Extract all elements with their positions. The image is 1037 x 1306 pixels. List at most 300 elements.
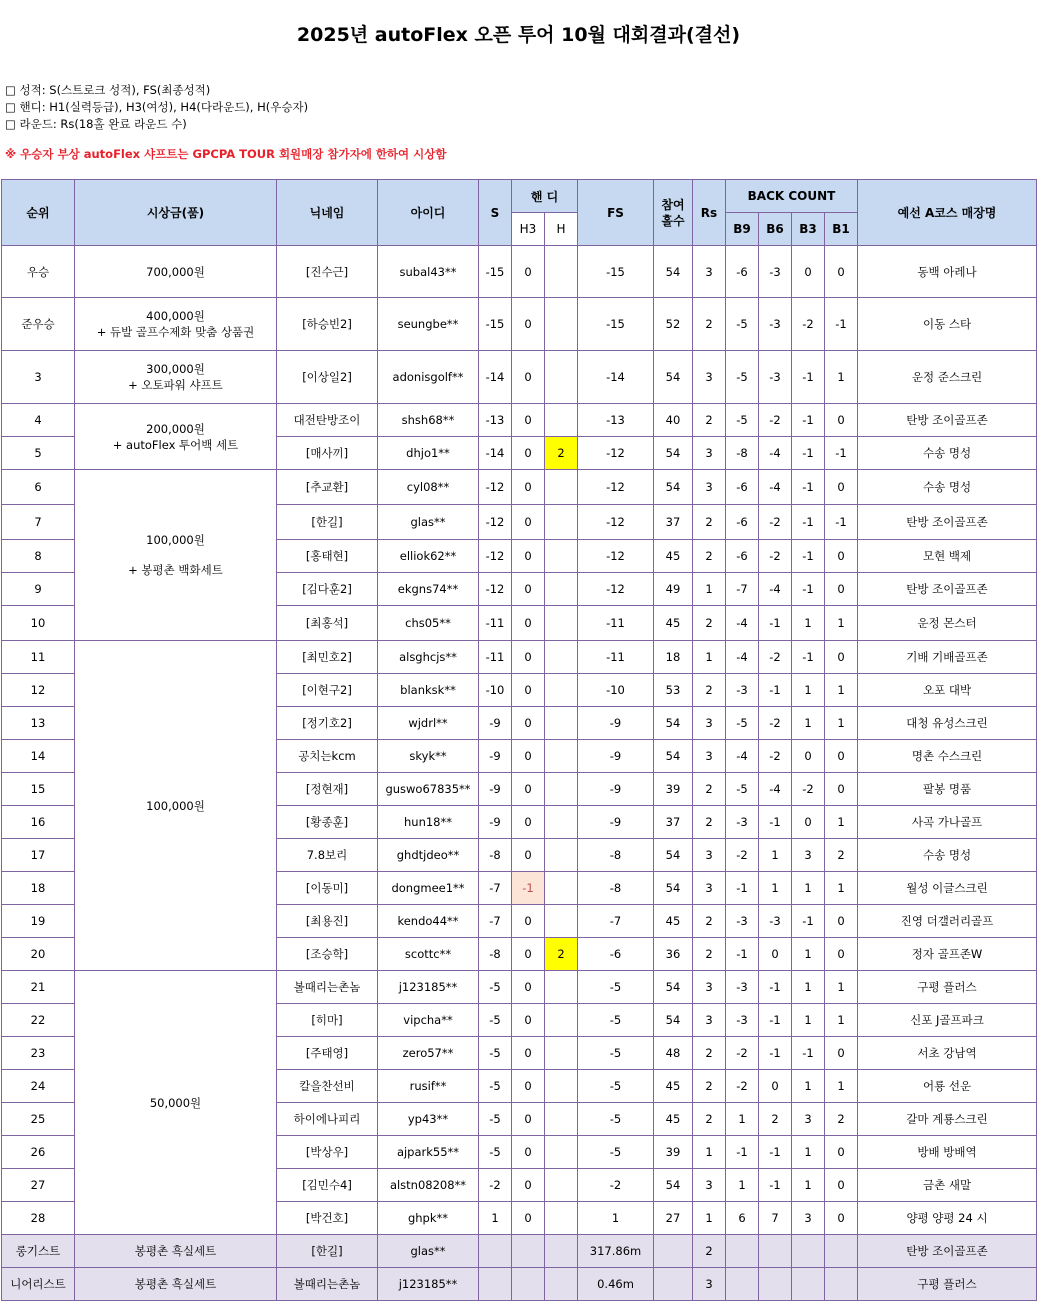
b3-cell: -2 [792,773,825,806]
b1-cell: 1 [825,606,858,641]
prize-text: + autoFlex 투어백 세트 [112,437,239,452]
store-cell: 월성 이글스크린 [858,872,1037,905]
h3-cell: 0 [512,606,545,641]
store-cell: 팔봉 명품 [858,773,1037,806]
rank-cell: 3 [2,351,75,404]
b6-cell: -3 [759,351,792,404]
b9-cell: -4 [726,740,759,773]
fs-cell: -13 [578,404,654,437]
s-cell: -12 [479,470,512,505]
b9-cell: -4 [726,641,759,674]
store-cell: 정자 골프존W [858,938,1037,971]
b1-cell: -1 [825,298,858,351]
b6-cell: -2 [759,641,792,674]
b9-cell: -2 [726,1070,759,1103]
fs-cell: -9 [578,806,654,839]
id-cell: cyl08** [378,470,479,505]
fs-cell: -6 [578,938,654,971]
b9-cell: -5 [726,707,759,740]
award-name-cell: 니어리스트 [2,1268,75,1301]
empty-cell [726,1268,759,1301]
rank-cell: 16 [2,806,75,839]
b9-cell: -3 [726,806,759,839]
h-cell [545,404,578,437]
h3-cell: 0 [512,1202,545,1235]
legend [5,82,308,133]
rank-cell: 24 [2,1070,75,1103]
b6-cell: 7 [759,1202,792,1235]
s-cell: -12 [479,540,512,573]
b6-cell: -1 [759,806,792,839]
b6-cell: -2 [759,404,792,437]
nick-cell: [김다훈2] [277,573,378,606]
nick-cell: [박상우] [277,1136,378,1169]
id-cell: vipcha** [378,1004,479,1037]
rs-cell: 3 [693,839,726,872]
h3-cell: 0 [512,1169,545,1202]
rs-cell: 3 [693,707,726,740]
distance-cell: 0.46m [578,1268,654,1301]
b1-cell: 1 [825,707,858,740]
empty-cell [792,1268,825,1301]
b1-cell: 0 [825,641,858,674]
h3-cell: 0 [512,404,545,437]
rs-cell: 2 [693,806,726,839]
header-b6: B6 [759,213,792,246]
b1-cell: 0 [825,1169,858,1202]
header-rank: 순위 [2,180,75,246]
h-cell [545,351,578,404]
h-cell [545,740,578,773]
b6-cell: -1 [759,606,792,641]
b1-cell: 0 [825,540,858,573]
b1-cell: 2 [825,839,858,872]
header-prize: 시상금(품) [75,180,277,246]
fs-cell: -9 [578,740,654,773]
h-cell [545,1202,578,1235]
holes-cell: 40 [654,404,693,437]
prize-cell [75,404,277,470]
holes-cell: 37 [654,806,693,839]
empty-cell [825,1268,858,1301]
nick-cell: [히마] [277,1004,378,1037]
prize-text: 700,000원 [146,264,205,279]
award-prize-cell: 봉평촌 흑실세트 [75,1268,277,1301]
holes-cell: 54 [654,1004,693,1037]
empty-cell [479,1268,512,1301]
h-cell [545,674,578,707]
s-cell: -10 [479,674,512,707]
h-cell [545,298,578,351]
empty-cell [512,1268,545,1301]
prize-text: 100,000원 [146,798,205,813]
h3-cell: 0 [512,971,545,1004]
store-cell: 어룡 선운 [858,1070,1037,1103]
nick-cell: [하승빈2] [277,298,378,351]
b1-cell: 1 [825,806,858,839]
store-cell: 대청 유성스크린 [858,707,1037,740]
h3-cell: 0 [512,773,545,806]
b1-cell: 0 [825,938,858,971]
b6-cell: -1 [759,1136,792,1169]
id-cell: chs05** [378,606,479,641]
b9-cell: -7 [726,573,759,606]
b6-cell: -1 [759,674,792,707]
holes-cell: 49 [654,573,693,606]
holes-cell: 54 [654,437,693,470]
b9-cell: 1 [726,1103,759,1136]
rs-cell: 3 [693,971,726,1004]
id-cell: zero57** [378,1037,479,1070]
rank-cell: 18 [2,872,75,905]
legend-round: □ 라운드: Rs(18홀 완료 라운드 수) [5,117,187,131]
fs-cell: -5 [578,971,654,1004]
nick-cell: 7.8보리 [277,839,378,872]
holes-cell: 54 [654,839,693,872]
s-cell: -8 [479,839,512,872]
rank-cell: 우승 [2,246,75,298]
b9-cell: -3 [726,674,759,707]
b1-cell: 0 [825,1202,858,1235]
b6-cell: -3 [759,246,792,298]
b3-cell: 1 [792,674,825,707]
store-cell: 수송 명성 [858,437,1037,470]
b9-cell: -8 [726,437,759,470]
nick-cell: [추교환] [277,470,378,505]
s-cell: -7 [479,872,512,905]
b6-cell: 1 [759,839,792,872]
rank-cell: 5 [2,437,75,470]
rs-cell: 3 [693,1169,726,1202]
h3-cell: 0 [512,806,545,839]
b6-cell: -2 [759,707,792,740]
holes-cell: 54 [654,740,693,773]
s-cell: -2 [479,1169,512,1202]
fs-cell: -5 [578,1136,654,1169]
nick-cell: 공치는kcm [277,740,378,773]
b9-cell: 1 [726,1169,759,1202]
b3-cell: 3 [792,839,825,872]
h-cell [545,707,578,740]
nick-cell: 대전탄방조이 [277,404,378,437]
rs-cell: 2 [693,1037,726,1070]
prize-text: + 듀발 골프수제화 맞춤 상품권 [96,325,255,339]
holes-cell: 54 [654,872,693,905]
header-b1: B1 [825,213,858,246]
rank-cell: 23 [2,1037,75,1070]
h3-cell: 0 [512,573,545,606]
holes-cell: 36 [654,938,693,971]
b3-cell: 0 [792,740,825,773]
s-cell: -15 [479,298,512,351]
h-cell [545,540,578,573]
special-award-row [2,1235,1037,1268]
s-cell: -5 [479,971,512,1004]
b3-cell: -1 [792,470,825,505]
rs-cell: 3 [693,872,726,905]
h3-cell: 0 [512,740,545,773]
h-cell [545,1070,578,1103]
winner-notice: ※ 우승자 부상 autoFlex 샤프트는 GPCPA TOUR 회원매장 참가자에 한하여 시상함 [5,147,447,161]
fs-cell: -8 [578,839,654,872]
store-cell: 방배 방배역 [858,1136,1037,1169]
h3-cell: 0 [512,246,545,298]
b9-cell: -6 [726,505,759,540]
empty-cell [726,1235,759,1268]
rank-cell: 26 [2,1136,75,1169]
b1-cell: 1 [825,872,858,905]
b6-cell: -2 [759,740,792,773]
b6-cell: -1 [759,1004,792,1037]
store-cell: 사곡 가나골프 [858,806,1037,839]
legend-handicap: □ 핸디: H1(실력등급), H3(여성), H4(다라운드), H(우승자) [5,100,309,114]
h-cell [545,806,578,839]
rank-cell: 8 [2,540,75,573]
empty-cell [825,1235,858,1268]
empty-cell [792,1235,825,1268]
holes-cell: 54 [654,246,693,298]
h3-cell: 0 [512,1136,545,1169]
nick-cell: [김민수4] [277,1169,378,1202]
b9-cell: -5 [726,404,759,437]
b3-cell: 1 [792,707,825,740]
rs-cell: 3 [693,740,726,773]
b9-cell: 6 [726,1202,759,1235]
h-cell [545,606,578,641]
s-cell: -15 [479,246,512,298]
b1-cell: -1 [825,437,858,470]
rank-cell: 7 [2,505,75,540]
header-fs: FS [578,180,654,246]
rs-cell: 2 [693,1235,726,1268]
rs-cell: 1 [693,573,726,606]
s-cell: -12 [479,573,512,606]
b6-cell: -4 [759,437,792,470]
holes-cell: 18 [654,641,693,674]
id-cell: scottc** [378,938,479,971]
store-cell: 양평 양평 24 시 [858,1202,1037,1235]
holes-cell: 45 [654,905,693,938]
page-title: 2025년 autoFlex 오픈 투어 10월 대회결과(결선) [296,24,741,46]
rs-cell: 2 [693,905,726,938]
s-cell: -5 [479,1136,512,1169]
b1-cell: 1 [825,674,858,707]
s-cell: 1 [479,1202,512,1235]
prize-text: 50,000원 [149,1095,202,1110]
prize-cell [75,971,277,1235]
b9-cell: -6 [726,246,759,298]
b3-cell: -1 [792,540,825,573]
b1-cell: 0 [825,470,858,505]
rank-cell: 준우승 [2,298,75,351]
store-cell: 진영 더갤러리골프 [858,905,1037,938]
table-row [2,404,1037,437]
h-cell [545,773,578,806]
nick-cell: [이상일2] [277,351,378,404]
id-cell: ghdtjdeo** [378,839,479,872]
empty-cell [759,1268,792,1301]
fs-cell: -5 [578,1103,654,1136]
fs-cell: -12 [578,540,654,573]
id-cell: j123185** [378,971,479,1004]
rank-cell: 4 [2,404,75,437]
s-cell: -14 [479,351,512,404]
h-cell [545,1103,578,1136]
prize-cell [75,351,277,404]
b6-cell: 1 [759,872,792,905]
h3-cell: 0 [512,1037,545,1070]
h-cell [545,839,578,872]
rs-cell: 1 [693,1202,726,1235]
rank-cell: 14 [2,740,75,773]
nick-cell: [매사끼] [277,437,378,470]
holes-cell: 53 [654,674,693,707]
b6-cell: -3 [759,905,792,938]
holes-cell: 54 [654,351,693,404]
nick-cell: [홍태현] [277,540,378,573]
prize-text: 100,000원 [146,533,205,547]
id-cell: blanksk** [378,674,479,707]
prize-text: 300,000원 [146,362,205,376]
b1-cell: 0 [825,905,858,938]
holes-cell: 27 [654,1202,693,1235]
id-cell: glas** [378,1235,479,1268]
rank-cell: 15 [2,773,75,806]
rank-cell: 11 [2,641,75,674]
fs-cell: -15 [578,298,654,351]
h3-cell: 0 [512,298,545,351]
s-cell: -5 [479,1103,512,1136]
b3-cell: 0 [792,806,825,839]
store-cell: 구평 플러스 [858,971,1037,1004]
b9-cell: -5 [726,298,759,351]
id-cell: skyk** [378,740,479,773]
b3-cell: 3 [792,1103,825,1136]
nick-cell: [이현구2] [277,674,378,707]
b3-cell: 1 [792,938,825,971]
b3-cell: -2 [792,298,825,351]
s-cell: -9 [479,806,512,839]
nick-cell: [한길] [277,1235,378,1268]
h-cell [545,1004,578,1037]
id-cell: alsghcjs** [378,641,479,674]
b9-cell: -6 [726,470,759,505]
fs-cell: -12 [578,505,654,540]
b1-cell: 1 [825,1070,858,1103]
id-cell: wjdrl** [378,707,479,740]
store-cell: 수송 명성 [858,470,1037,505]
b3-cell: 1 [792,971,825,1004]
fs-cell: -2 [578,1169,654,1202]
h-cell [545,1136,578,1169]
rank-cell: 22 [2,1004,75,1037]
b9-cell: -3 [726,1004,759,1037]
b6-cell: -1 [759,971,792,1004]
holes-cell: 45 [654,1070,693,1103]
id-cell: subal43** [378,246,479,298]
header-h: H [545,213,578,246]
id-cell: dhjo1** [378,437,479,470]
b9-cell: -1 [726,872,759,905]
s-cell: -8 [479,938,512,971]
id-cell: kendo44** [378,905,479,938]
rs-cell: 3 [693,470,726,505]
rs-cell: 3 [693,351,726,404]
s-cell: -12 [479,505,512,540]
empty-cell [512,1235,545,1268]
id-cell: shsh68** [378,404,479,437]
b9-cell: -6 [726,540,759,573]
s-cell: -9 [479,740,512,773]
h3-cell: 0 [512,938,545,971]
h3-cell: 0 [512,540,545,573]
b1-cell: 0 [825,404,858,437]
h3-cell: 0 [512,674,545,707]
empty-cell [654,1268,693,1301]
b9-cell: -3 [726,971,759,1004]
rank-cell: 19 [2,905,75,938]
nick-cell: [황종훈] [277,806,378,839]
b3-cell: -1 [792,1037,825,1070]
store-cell: 구평 플러스 [858,1268,1037,1301]
header-id: 아이디 [378,180,479,246]
b6-cell: -2 [759,505,792,540]
b6-cell: -1 [759,1037,792,1070]
store-cell: 운정 몬스터 [858,606,1037,641]
b1-cell: 0 [825,1136,858,1169]
s-cell: -13 [479,404,512,437]
id-cell: ghpk** [378,1202,479,1235]
b9-cell: -3 [726,905,759,938]
s-cell: -9 [479,707,512,740]
fs-cell: -10 [578,674,654,707]
b3-cell: 1 [792,872,825,905]
b1-cell: 0 [825,246,858,298]
header-b3: B3 [792,213,825,246]
b3-cell: -1 [792,437,825,470]
legend-score: □ 성적: S(스트로크 성적), FS(최종성적) [5,83,211,97]
nick-cell: 칼을찬선비 [277,1070,378,1103]
holes-cell: 54 [654,470,693,505]
header-s: S [479,180,512,246]
h-cell [545,971,578,1004]
prize-cell [75,246,277,298]
holes-cell: 39 [654,773,693,806]
b1-cell: 1 [825,351,858,404]
h-cell [545,573,578,606]
h-cell: 2 [545,938,578,971]
h-cell [545,641,578,674]
nick-cell: [최홍석] [277,606,378,641]
b6-cell: 2 [759,1103,792,1136]
b9-cell: -2 [726,839,759,872]
s-cell: -11 [479,606,512,641]
empty-cell [654,1235,693,1268]
prize-text: 400,000원 [146,309,205,323]
header-b9: B9 [726,213,759,246]
empty-cell [759,1235,792,1268]
s-cell: -14 [479,437,512,470]
nick-cell: [이동미] [277,872,378,905]
holes-cell: 45 [654,606,693,641]
b6-cell: 0 [759,1070,792,1103]
b6-cell: -2 [759,540,792,573]
store-cell: 신포 J골프파크 [858,1004,1037,1037]
rank-cell: 27 [2,1169,75,1202]
b1-cell: 2 [825,1103,858,1136]
rs-cell: 1 [693,641,726,674]
holes-cell: 45 [654,540,693,573]
